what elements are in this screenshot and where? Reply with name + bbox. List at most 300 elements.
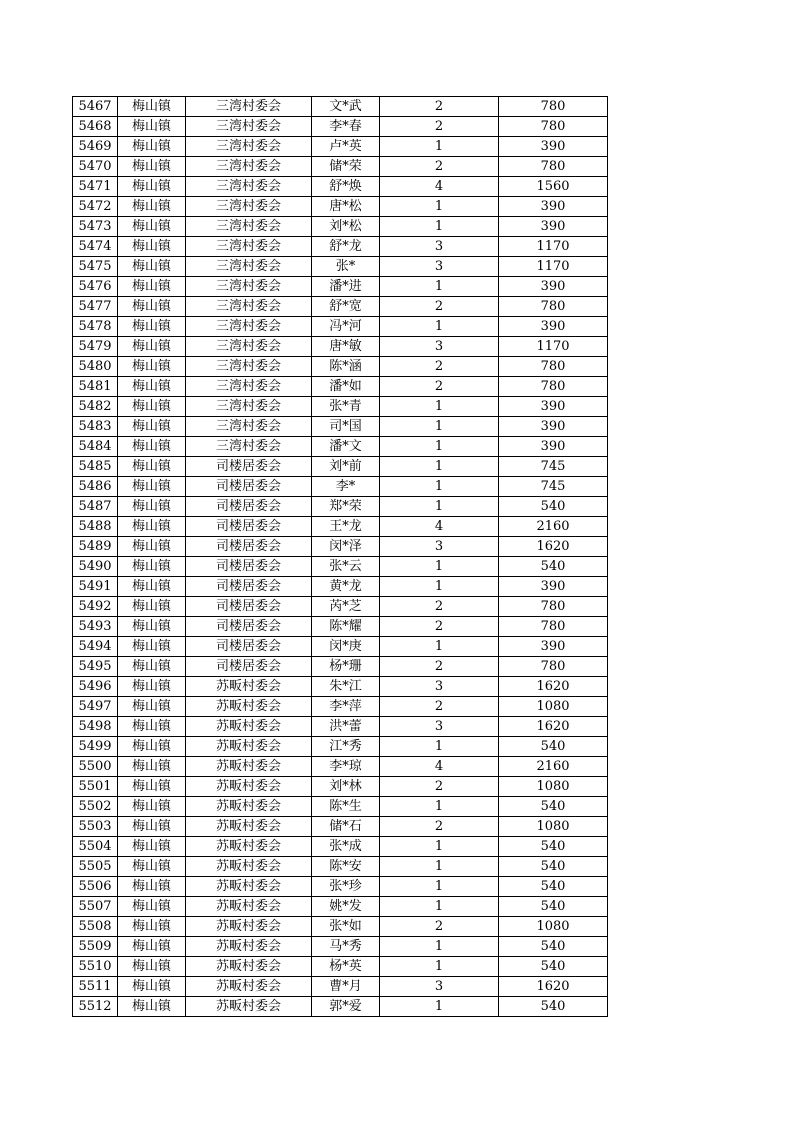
count-cell: 3: [380, 237, 499, 257]
table-row: [73, 617, 608, 637]
amount-cell: 1080: [499, 697, 608, 717]
name-cell: 张*珍: [312, 877, 380, 897]
town-cell: 梅山镇: [118, 857, 186, 877]
committee-cell: 司楼居委会: [186, 637, 312, 657]
table-row: [73, 177, 608, 197]
count-cell: 1: [380, 857, 499, 877]
town-cell: 梅山镇: [118, 677, 186, 697]
row-number-cell: 5496: [73, 677, 118, 697]
town-cell: 梅山镇: [118, 537, 186, 557]
count-cell: 1: [380, 997, 499, 1017]
row-number-cell: 5508: [73, 917, 118, 937]
town-cell: 梅山镇: [118, 977, 186, 997]
committee-cell: 苏畈村委会: [186, 717, 312, 737]
amount-cell: 390: [499, 437, 608, 457]
amount-cell: 390: [499, 577, 608, 597]
table-body: [73, 97, 608, 1017]
table-row: [73, 437, 608, 457]
row-number-cell: 5471: [73, 177, 118, 197]
town-cell: 梅山镇: [118, 737, 186, 757]
row-number-cell: 5475: [73, 257, 118, 277]
amount-cell: 390: [499, 197, 608, 217]
count-cell: 1: [380, 137, 499, 157]
count-cell: 4: [380, 757, 499, 777]
table-row: [73, 337, 608, 357]
amount-cell: 780: [499, 117, 608, 137]
committee-cell: 司楼居委会: [186, 617, 312, 637]
committee-cell: 苏畈村委会: [186, 697, 312, 717]
amount-cell: 540: [499, 857, 608, 877]
row-number-cell: 5511: [73, 977, 118, 997]
table-row: [73, 377, 608, 397]
name-cell: 闵*泽: [312, 537, 380, 557]
town-cell: 梅山镇: [118, 117, 186, 137]
amount-cell: 1620: [499, 677, 608, 697]
count-cell: 1: [380, 937, 499, 957]
row-number-cell: 5482: [73, 397, 118, 417]
town-cell: 梅山镇: [118, 557, 186, 577]
name-cell: 陈*生: [312, 797, 380, 817]
committee-cell: 司楼居委会: [186, 657, 312, 677]
row-number-cell: 5500: [73, 757, 118, 777]
name-cell: 刘*林: [312, 777, 380, 797]
table-row: [73, 357, 608, 377]
amount-cell: 540: [499, 877, 608, 897]
amount-cell: 540: [499, 737, 608, 757]
name-cell: 芮*芝: [312, 597, 380, 617]
amount-cell: 780: [499, 357, 608, 377]
table-row: [73, 637, 608, 657]
count-cell: 2: [380, 377, 499, 397]
town-cell: 梅山镇: [118, 637, 186, 657]
town-cell: 梅山镇: [118, 717, 186, 737]
count-cell: 1: [380, 877, 499, 897]
town-cell: 梅山镇: [118, 837, 186, 857]
table-row: [73, 537, 608, 557]
name-cell: 马*秀: [312, 937, 380, 957]
town-cell: 梅山镇: [118, 517, 186, 537]
table-row: [73, 657, 608, 677]
name-cell: 姚*发: [312, 897, 380, 917]
name-cell: 杨*英: [312, 957, 380, 977]
name-cell: 潘*文: [312, 437, 380, 457]
name-cell: 杨*珊: [312, 657, 380, 677]
committee-cell: 三湾村委会: [186, 397, 312, 417]
row-number-cell: 5476: [73, 277, 118, 297]
row-number-cell: 5509: [73, 937, 118, 957]
count-cell: 1: [380, 957, 499, 977]
count-cell: 1: [380, 197, 499, 217]
town-cell: 梅山镇: [118, 297, 186, 317]
amount-cell: 540: [499, 797, 608, 817]
count-cell: 1: [380, 577, 499, 597]
table-row: [73, 317, 608, 337]
row-number-cell: 5487: [73, 497, 118, 517]
row-number-cell: 5489: [73, 537, 118, 557]
committee-cell: 三湾村委会: [186, 197, 312, 217]
committee-cell: 苏畈村委会: [186, 917, 312, 937]
count-cell: 1: [380, 637, 499, 657]
amount-cell: 1170: [499, 237, 608, 257]
row-number-cell: 5483: [73, 417, 118, 437]
row-number-cell: 5480: [73, 357, 118, 377]
row-number-cell: 5506: [73, 877, 118, 897]
town-cell: 梅山镇: [118, 697, 186, 717]
name-cell: 司*国: [312, 417, 380, 437]
count-cell: 1: [380, 477, 499, 497]
town-cell: 梅山镇: [118, 157, 186, 177]
committee-cell: 三湾村委会: [186, 237, 312, 257]
name-cell: 陈*耀: [312, 617, 380, 637]
row-number-cell: 5473: [73, 217, 118, 237]
committee-cell: 苏畈村委会: [186, 997, 312, 1017]
table-row: [73, 277, 608, 297]
table-row: [73, 817, 608, 837]
committee-cell: 司楼居委会: [186, 477, 312, 497]
town-cell: 梅山镇: [118, 377, 186, 397]
table-row: [73, 97, 608, 117]
committee-cell: 司楼居委会: [186, 457, 312, 477]
count-cell: 1: [380, 417, 499, 437]
row-number-cell: 5478: [73, 317, 118, 337]
row-number-cell: 5493: [73, 617, 118, 637]
name-cell: 李*: [312, 477, 380, 497]
row-number-cell: 5497: [73, 697, 118, 717]
table-row: [73, 957, 608, 977]
name-cell: 冯*河: [312, 317, 380, 337]
town-cell: 梅山镇: [118, 177, 186, 197]
town-cell: 梅山镇: [118, 657, 186, 677]
amount-cell: 1080: [499, 817, 608, 837]
count-cell: 2: [380, 357, 499, 377]
committee-cell: 三湾村委会: [186, 297, 312, 317]
count-cell: 1: [380, 217, 499, 237]
town-cell: 梅山镇: [118, 577, 186, 597]
name-cell: 李*萍: [312, 697, 380, 717]
committee-cell: 司楼居委会: [186, 597, 312, 617]
committee-cell: 三湾村委会: [186, 277, 312, 297]
committee-cell: 苏畈村委会: [186, 777, 312, 797]
table-row: [73, 997, 608, 1017]
table-row: [73, 937, 608, 957]
row-number-cell: 5467: [73, 97, 118, 117]
table-row: [73, 917, 608, 937]
town-cell: 梅山镇: [118, 237, 186, 257]
town-cell: 梅山镇: [118, 457, 186, 477]
town-cell: 梅山镇: [118, 437, 186, 457]
table-row: [73, 137, 608, 157]
town-cell: 梅山镇: [118, 137, 186, 157]
amount-cell: 540: [499, 897, 608, 917]
committee-cell: 苏畈村委会: [186, 857, 312, 877]
count-cell: 1: [380, 437, 499, 457]
committee-cell: 苏畈村委会: [186, 837, 312, 857]
committee-cell: 三湾村委会: [186, 357, 312, 377]
table-row: [73, 677, 608, 697]
row-number-cell: 5472: [73, 197, 118, 217]
count-cell: 2: [380, 657, 499, 677]
row-number-cell: 5507: [73, 897, 118, 917]
count-cell: 1: [380, 397, 499, 417]
row-number-cell: 5491: [73, 577, 118, 597]
row-number-cell: 5486: [73, 477, 118, 497]
name-cell: 朱*江: [312, 677, 380, 697]
amount-cell: 780: [499, 657, 608, 677]
data-table: [72, 96, 608, 1017]
name-cell: 张*: [312, 257, 380, 277]
table-row: [73, 697, 608, 717]
name-cell: 舒*焕: [312, 177, 380, 197]
name-cell: 卢*英: [312, 137, 380, 157]
committee-cell: 苏畈村委会: [186, 957, 312, 977]
name-cell: 唐*松: [312, 197, 380, 217]
row-number-cell: 5499: [73, 737, 118, 757]
town-cell: 梅山镇: [118, 397, 186, 417]
town-cell: 梅山镇: [118, 797, 186, 817]
town-cell: 梅山镇: [118, 997, 186, 1017]
name-cell: 曹*月: [312, 977, 380, 997]
committee-cell: 司楼居委会: [186, 497, 312, 517]
town-cell: 梅山镇: [118, 257, 186, 277]
count-cell: 2: [380, 117, 499, 137]
amount-cell: 540: [499, 837, 608, 857]
amount-cell: 2160: [499, 757, 608, 777]
committee-cell: 苏畈村委会: [186, 817, 312, 837]
count-cell: 1: [380, 317, 499, 337]
committee-cell: 三湾村委会: [186, 317, 312, 337]
name-cell: 李*琼: [312, 757, 380, 777]
committee-cell: 三湾村委会: [186, 437, 312, 457]
amount-cell: 1080: [499, 917, 608, 937]
town-cell: 梅山镇: [118, 617, 186, 637]
town-cell: 梅山镇: [118, 497, 186, 517]
amount-cell: 780: [499, 157, 608, 177]
name-cell: 储*荣: [312, 157, 380, 177]
town-cell: 梅山镇: [118, 417, 186, 437]
name-cell: 黄*龙: [312, 577, 380, 597]
amount-cell: 390: [499, 317, 608, 337]
table-row: [73, 497, 608, 517]
name-cell: 郑*荣: [312, 497, 380, 517]
name-cell: 潘*如: [312, 377, 380, 397]
count-cell: 1: [380, 897, 499, 917]
committee-cell: 苏畈村委会: [186, 797, 312, 817]
town-cell: 梅山镇: [118, 197, 186, 217]
table-row: [73, 737, 608, 757]
amount-cell: 745: [499, 477, 608, 497]
amount-cell: 540: [499, 957, 608, 977]
table-row: [73, 257, 608, 277]
committee-cell: 司楼居委会: [186, 537, 312, 557]
table-row: [73, 457, 608, 477]
amount-cell: 1620: [499, 977, 608, 997]
town-cell: 梅山镇: [118, 277, 186, 297]
amount-cell: 2160: [499, 517, 608, 537]
town-cell: 梅山镇: [118, 877, 186, 897]
count-cell: 3: [380, 257, 499, 277]
committee-cell: 三湾村委会: [186, 377, 312, 397]
count-cell: 1: [380, 277, 499, 297]
amount-cell: 390: [499, 417, 608, 437]
name-cell: 李*春: [312, 117, 380, 137]
table-row: [73, 197, 608, 217]
count-cell: 3: [380, 717, 499, 737]
amount-cell: 540: [499, 997, 608, 1017]
table-row: [73, 117, 608, 137]
count-cell: 2: [380, 97, 499, 117]
row-number-cell: 5505: [73, 857, 118, 877]
count-cell: 4: [380, 517, 499, 537]
row-number-cell: 5504: [73, 837, 118, 857]
count-cell: 2: [380, 777, 499, 797]
committee-cell: 司楼居委会: [186, 517, 312, 537]
row-number-cell: 5492: [73, 597, 118, 617]
row-number-cell: 5488: [73, 517, 118, 537]
name-cell: 江*秀: [312, 737, 380, 757]
row-number-cell: 5503: [73, 817, 118, 837]
row-number-cell: 5474: [73, 237, 118, 257]
name-cell: 舒*龙: [312, 237, 380, 257]
row-number-cell: 5495: [73, 657, 118, 677]
amount-cell: 540: [499, 937, 608, 957]
town-cell: 梅山镇: [118, 337, 186, 357]
amount-cell: 390: [499, 397, 608, 417]
committee-cell: 三湾村委会: [186, 337, 312, 357]
table-row: [73, 857, 608, 877]
amount-cell: 390: [499, 637, 608, 657]
committee-cell: 苏畈村委会: [186, 897, 312, 917]
table-row: [73, 217, 608, 237]
table-row: [73, 597, 608, 617]
table-row: [73, 717, 608, 737]
count-cell: 1: [380, 557, 499, 577]
amount-cell: 780: [499, 597, 608, 617]
row-number-cell: 5494: [73, 637, 118, 657]
count-cell: 3: [380, 337, 499, 357]
name-cell: 刘*松: [312, 217, 380, 237]
table-row: [73, 397, 608, 417]
count-cell: 2: [380, 917, 499, 937]
table-row: [73, 797, 608, 817]
amount-cell: 540: [499, 497, 608, 517]
town-cell: 梅山镇: [118, 917, 186, 937]
count-cell: 2: [380, 597, 499, 617]
committee-cell: 三湾村委会: [186, 417, 312, 437]
count-cell: 1: [380, 497, 499, 517]
committee-cell: 三湾村委会: [186, 97, 312, 117]
town-cell: 梅山镇: [118, 777, 186, 797]
committee-cell: 苏畈村委会: [186, 877, 312, 897]
amount-cell: 390: [499, 217, 608, 237]
committee-cell: 苏畈村委会: [186, 977, 312, 997]
row-number-cell: 5468: [73, 117, 118, 137]
row-number-cell: 5470: [73, 157, 118, 177]
count-cell: 1: [380, 797, 499, 817]
row-number-cell: 5501: [73, 777, 118, 797]
town-cell: 梅山镇: [118, 597, 186, 617]
amount-cell: 390: [499, 137, 608, 157]
amount-cell: 780: [499, 377, 608, 397]
table-row: [73, 777, 608, 797]
town-cell: 梅山镇: [118, 957, 186, 977]
committee-cell: 苏畈村委会: [186, 737, 312, 757]
row-number-cell: 5481: [73, 377, 118, 397]
town-cell: 梅山镇: [118, 757, 186, 777]
town-cell: 梅山镇: [118, 477, 186, 497]
name-cell: 张*云: [312, 557, 380, 577]
row-number-cell: 5510: [73, 957, 118, 977]
name-cell: 张*如: [312, 917, 380, 937]
row-number-cell: 5485: [73, 457, 118, 477]
town-cell: 梅山镇: [118, 897, 186, 917]
name-cell: 舒*宽: [312, 297, 380, 317]
count-cell: 1: [380, 457, 499, 477]
table-row: [73, 237, 608, 257]
row-number-cell: 5512: [73, 997, 118, 1017]
count-cell: 1: [380, 737, 499, 757]
amount-cell: 780: [499, 617, 608, 637]
name-cell: 张*成: [312, 837, 380, 857]
count-cell: 4: [380, 177, 499, 197]
row-number-cell: 5469: [73, 137, 118, 157]
committee-cell: 司楼居委会: [186, 577, 312, 597]
amount-cell: 1560: [499, 177, 608, 197]
name-cell: 潘*进: [312, 277, 380, 297]
count-cell: 3: [380, 537, 499, 557]
count-cell: 2: [380, 617, 499, 637]
table-row: [73, 557, 608, 577]
name-cell: 洪*蕾: [312, 717, 380, 737]
table-row: [73, 297, 608, 317]
amount-cell: 1170: [499, 257, 608, 277]
row-number-cell: 5498: [73, 717, 118, 737]
table-row: [73, 517, 608, 537]
amount-cell: 390: [499, 277, 608, 297]
town-cell: 梅山镇: [118, 97, 186, 117]
count-cell: 3: [380, 677, 499, 697]
committee-cell: 苏畈村委会: [186, 677, 312, 697]
amount-cell: 745: [499, 457, 608, 477]
committee-cell: 苏畈村委会: [186, 757, 312, 777]
town-cell: 梅山镇: [118, 357, 186, 377]
row-number-cell: 5477: [73, 297, 118, 317]
count-cell: 3: [380, 977, 499, 997]
town-cell: 梅山镇: [118, 817, 186, 837]
name-cell: 陈*涵: [312, 357, 380, 377]
town-cell: 梅山镇: [118, 217, 186, 237]
row-number-cell: 5484: [73, 437, 118, 457]
table-row: [73, 577, 608, 597]
row-number-cell: 5479: [73, 337, 118, 357]
amount-cell: 1620: [499, 717, 608, 737]
town-cell: 梅山镇: [118, 317, 186, 337]
table-row: [73, 477, 608, 497]
town-cell: 梅山镇: [118, 937, 186, 957]
name-cell: 陈*安: [312, 857, 380, 877]
amount-cell: 1620: [499, 537, 608, 557]
count-cell: 2: [380, 157, 499, 177]
table-row: [73, 157, 608, 177]
row-number-cell: 5502: [73, 797, 118, 817]
count-cell: 1: [380, 837, 499, 857]
committee-cell: 苏畈村委会: [186, 937, 312, 957]
committee-cell: 三湾村委会: [186, 117, 312, 137]
amount-cell: 780: [499, 297, 608, 317]
row-number-cell: 5490: [73, 557, 118, 577]
name-cell: 文*武: [312, 97, 380, 117]
name-cell: 王*龙: [312, 517, 380, 537]
committee-cell: 司楼居委会: [186, 557, 312, 577]
